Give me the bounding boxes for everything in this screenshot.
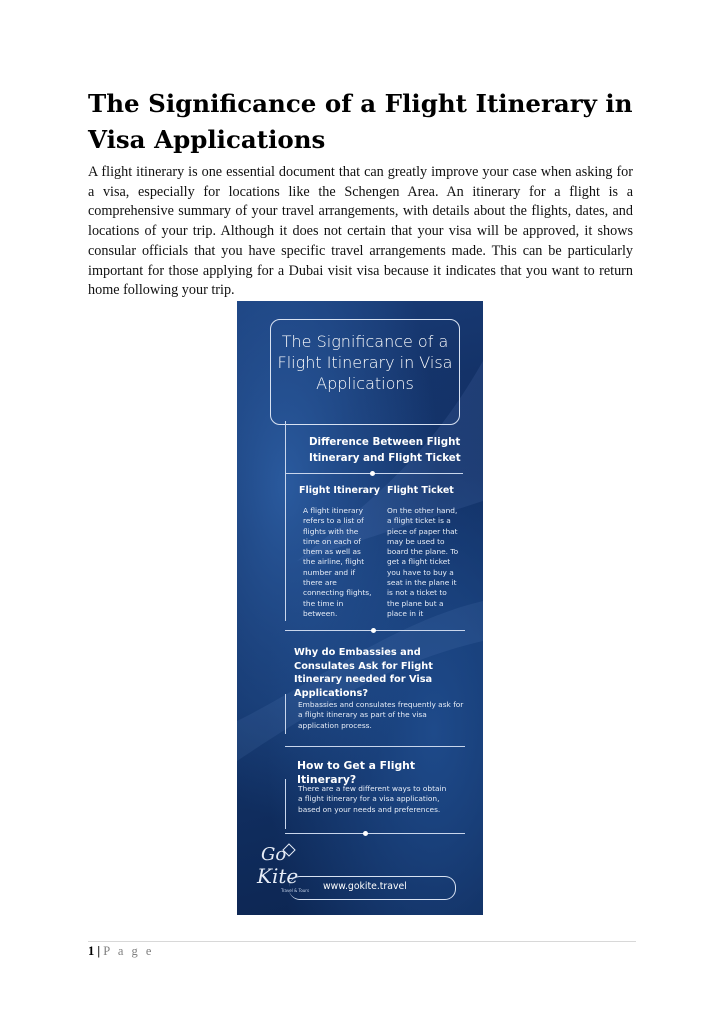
website-url[interactable]: www.gokite.travel: [323, 881, 407, 892]
section-why-heading: Why do Embassies and Consulates Ask for Flight Itinerary needed for Visa Applications?: [294, 647, 433, 699]
page-label: P a g e: [103, 944, 154, 958]
flight-itinerary-heading: Flight Itinerary: [299, 485, 380, 496]
intro-paragraph: A flight itinerary is one essential document that can greatly improve your case when asking for a visa, especially for locations like the Schengen Area. An itinerary for a flight is a comprehensive summary of your travel arrangements, with details about the flights, dates, and locations of your trip. Although it does not certain that your visa will be approved, it shows consular officials that you have specific travel arrangements made. This can be particularly important for those applying for a Dubai visit visa because it indicates that you want to return home following your trip.: [88, 164, 633, 299]
divider-dot: [363, 831, 368, 836]
section-difference-heading: Difference Between Flight Itinerary and Flight Ticket: [309, 436, 461, 464]
page-separator: |: [97, 944, 101, 958]
svg-text:Travel & Tours: Travel & Tours: [281, 888, 310, 893]
svg-text:Go: Go: [261, 844, 287, 865]
flight-itinerary-text: A flight itinerary refers to a list of flights with the time on each of them as well as the airline, flight number and if there are connecting flights, the time in between.: [303, 506, 372, 618]
section-how-text: There are a few different ways to obtain a flight itinerary for a visa application, based on your needs and preferences.: [298, 784, 447, 814]
page-number: 1: [88, 944, 95, 958]
divider-dot: [371, 628, 376, 633]
page-footer: [88, 944, 154, 959]
divider: [285, 746, 465, 747]
document-title: The Significance of a Flight Itinerary in Visa Applications: [88, 89, 633, 154]
svg-text:Kite: Kite: [257, 864, 299, 888]
divider-dot: [370, 471, 375, 476]
footer-rule: [88, 941, 636, 942]
infographic: [237, 301, 483, 915]
left-connector-line: [285, 779, 286, 829]
infographic-title: The Significance of a Flight Itinerary in Visa Applications: [277, 332, 453, 393]
left-connector-line: [285, 421, 286, 621]
left-connector-line: [285, 694, 286, 734]
section-why-text: Embassies and consulates frequently ask for a flight itinerary as part of the visa application process.: [298, 700, 464, 730]
flight-ticket-heading: Flight Ticket: [387, 485, 454, 496]
section-how-heading: How to Get a Flight Itinerary?: [297, 759, 416, 786]
flight-ticket-text: On the other hand, a flight ticket is a piece of paper that may be used to board the plane. To get a flight ticket you have to buy a seat in the plane it is not a ticket to the plane but a place in it: [387, 506, 459, 618]
divider: [285, 833, 465, 834]
